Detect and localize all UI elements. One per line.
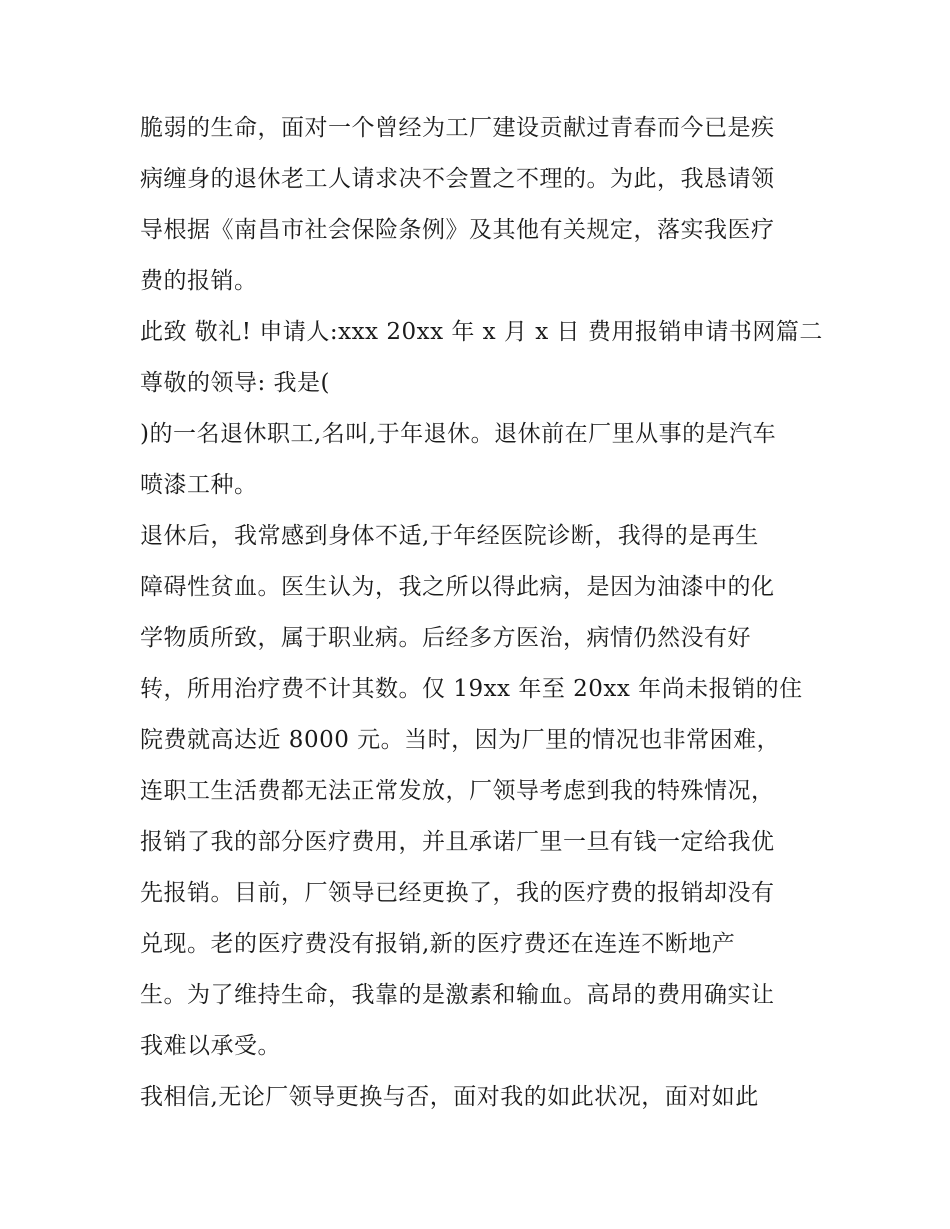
text-line: 导根据《南昌市社会保险条例》及其他有关规定，落实我医疗 [140, 217, 775, 243]
text-line: 喷漆工种。 [140, 472, 258, 498]
text-line: 先报销。目前，厂领导已经更换了，我的医疗费的报销却没有 [140, 880, 775, 906]
text-line: 费的报销。 [140, 268, 258, 294]
text-line: 退休后，我常感到身体不适,于年经医院诊断，我得的是再生 [140, 523, 759, 549]
text-line: 学物质所致，属于职业病。后经多方医治，病情仍然没有好 [140, 625, 751, 651]
text-line: 院费就高达近 8000 元。当时，因为厂里的情况也非常困难， [140, 727, 781, 753]
text-line: 生。为了维持生命，我靠的是激素和输血。高昂的费用确实让 [140, 982, 775, 1008]
text-line: 兑现。老的医疗费没有报销,新的医疗费还在连连不断地产 [140, 931, 736, 957]
text-line: 我难以承受。 [140, 1033, 281, 1059]
text-line: )的一名退休职工,名叫,于年退休。退休前在厂里从事的是汽车 [140, 421, 777, 447]
text-line: 尊敬的领导: 我是( [140, 370, 331, 396]
text-line: 病缠身的退休老工人请求决不会置之不理的。为此，我恳请领 [140, 166, 775, 192]
text-line: 转，所用治疗费不计其数。仅 19xx 年至 20xx 年尚未报销的住 [140, 676, 803, 702]
text-line: 我相信,无论厂领导更换与否，面对我的如此状况，面对如此 [140, 1084, 759, 1110]
text-line: 报销了我的部分医疗费用，并且承诺厂里一旦有钱一定给我优 [140, 829, 775, 855]
text-line: 此致 敬礼! 申请人:xxx 20xx 年 x 月 x 日 费用报销申请书网篇二 [140, 319, 823, 345]
text-line: 障碍性贫血。医生认为，我之所以得此病，是因为油漆中的化 [140, 574, 775, 600]
text-line: 连职工生活费都无法正常发放，厂领导考虑到我的特殊情况， [140, 778, 775, 804]
text-line: 脆弱的生命，面对一个曾经为工厂建设贡献过青春而今已是疾 [140, 115, 775, 141]
document-body [140, 103, 823, 1123]
